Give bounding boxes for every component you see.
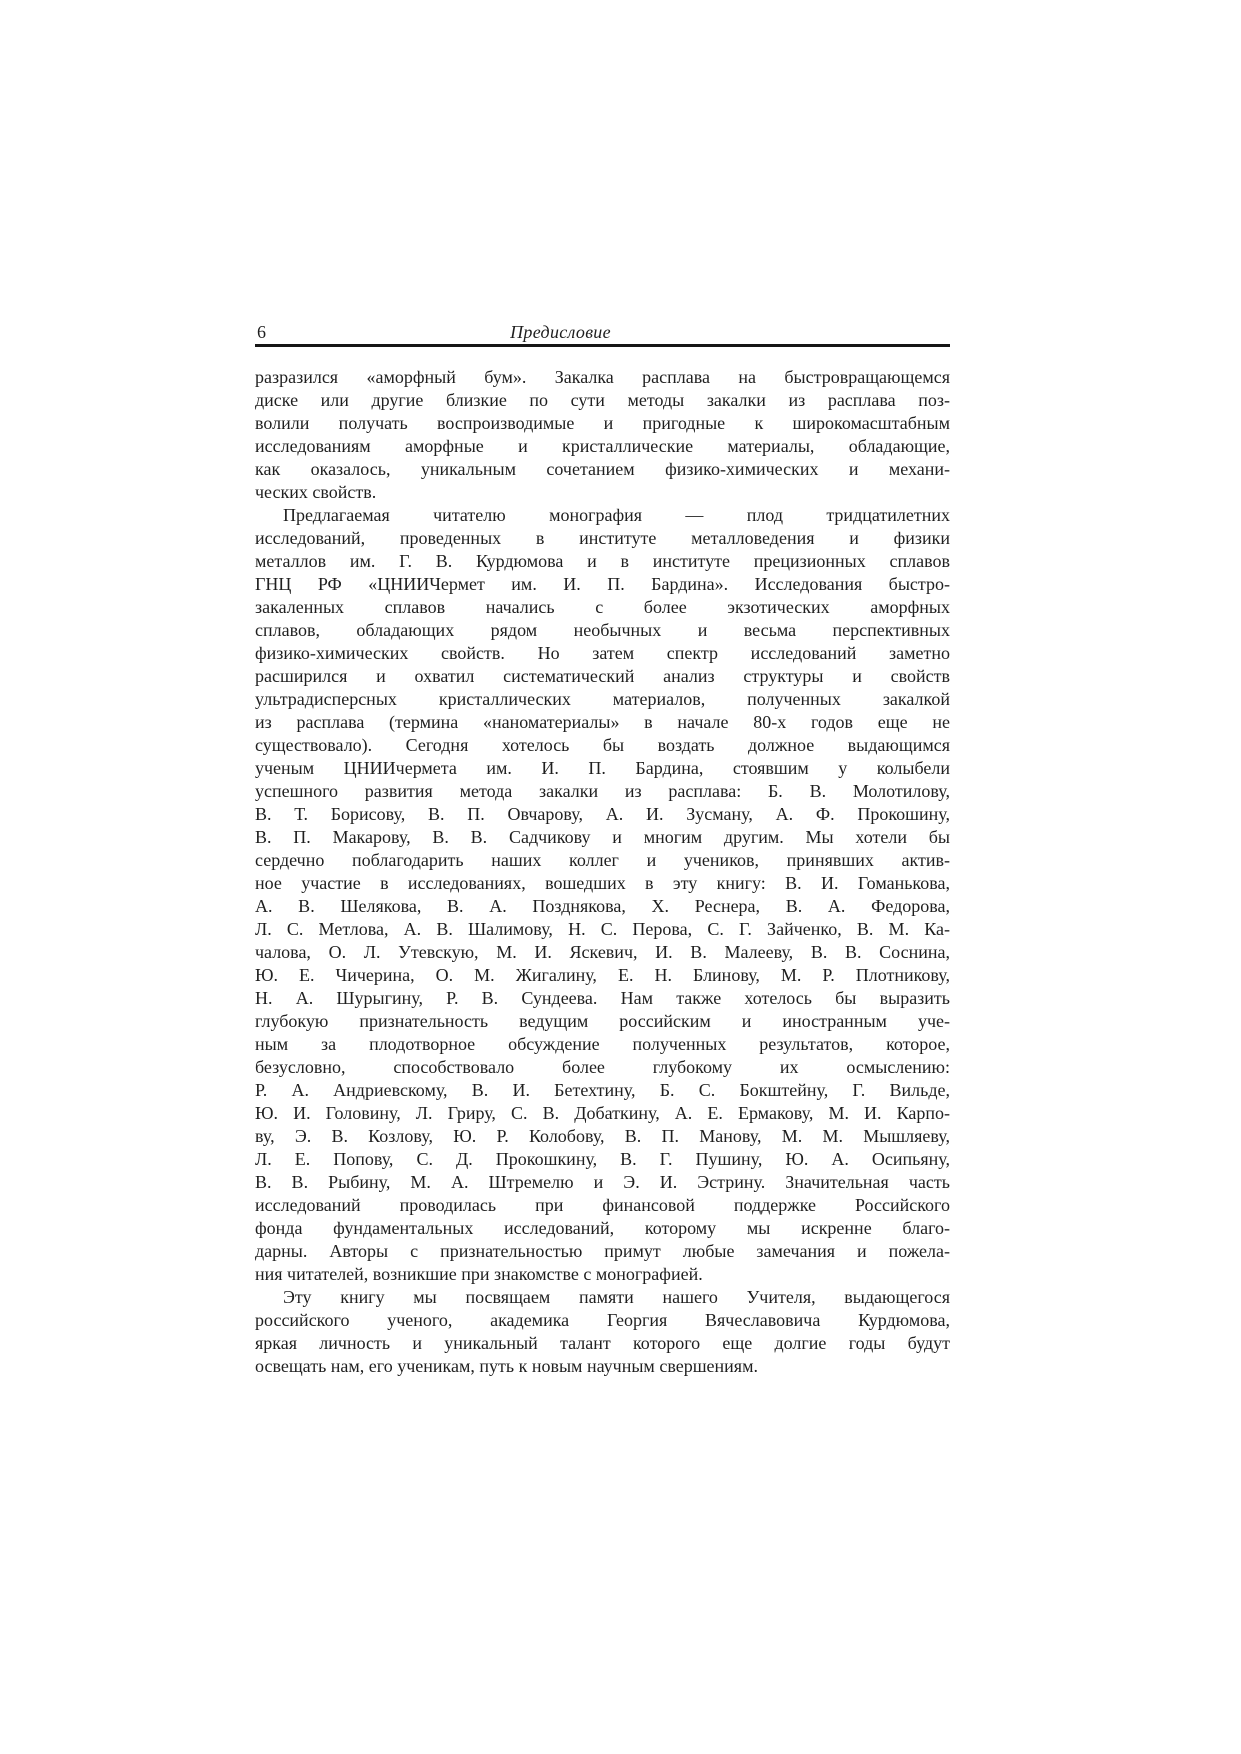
text-line: исследований проводилась при финансовой поддержке Российского: [255, 1195, 950, 1215]
text-line: расширился и охватил систематический анализ структуры и свойств: [255, 666, 950, 686]
text-line: дарны. Авторы с признательностью примут любые замечания и пожела-: [255, 1241, 950, 1261]
header-rule: [255, 344, 950, 347]
text-line: ультрадисперсных кристаллических материалов, полученных закалкой: [255, 689, 950, 709]
text-line: ГНЦ РФ «ЦНИИЧермет им. И. П. Бардина». Исследования быстро-: [255, 574, 950, 594]
text-line: ния читателей, возникшие при знакомстве с монографией.: [255, 1264, 703, 1284]
text-line: Л. Е. Попову, С. Д. Прокошкину, В. Г. Пушину, Ю. А. Осипьяну,: [255, 1149, 950, 1169]
text-line: В. П. Макарову, В. В. Садчикову и многим другим. Мы хотели бы: [255, 827, 950, 847]
text-line: металлов им. Г. В. Курдюмова и в институте прецизионных сплавов: [255, 551, 950, 571]
text-line: В. Т. Борисову, В. П. Овчарову, А. И. Зусману, А. Ф. Прокошину,: [255, 804, 950, 824]
text-line: Ю. И. Головину, Л. Гриру, С. В. Добаткину, А. Е. Ермакову, М. И. Карпо-: [255, 1103, 950, 1123]
text-line: диске или другие близкие по сути методы закалки из расплава поз-: [255, 390, 950, 410]
text-line: Р. А. Андриевскому, В. И. Бетехтину, Б. С. Бокштейну, Г. Вильде,: [255, 1080, 950, 1100]
text-line: ным за плодотворное обсуждение полученных результатов, которое,: [255, 1034, 950, 1054]
text-line: закаленных сплавов начались с более экзотических аморфных: [255, 597, 950, 617]
text-line: чалова, О. Л. Утевскую, М. И. Яскевич, И. В. Малееву, В. В. Соснина,: [255, 942, 950, 962]
text-line: глубокую признательность ведущим российским и иностранным уче-: [255, 1011, 950, 1031]
page-number: 6: [257, 322, 266, 342]
text-line: В. В. Рыбину, М. А. Штремелю и Э. И. Эстрину. Значительная часть: [255, 1172, 950, 1192]
text-line: Эту книгу мы посвящаем памяти нашего Учителя, выдающегося: [283, 1287, 950, 1307]
text-line: А. В. Шелякова, В. А. Позднякова, Х. Реснера, В. А. Федорова,: [255, 896, 950, 916]
text-line: существовало). Сегодня хотелось бы воздать должное выдающимся: [255, 735, 950, 755]
text-block: [255, 366, 950, 1378]
paragraph: [255, 1286, 950, 1378]
text-line: освещать нам, его ученикам, путь к новым научным свершениям.: [255, 1356, 758, 1376]
text-line: разразился «аморфный бум». Закалка расплава на быстровращающемся: [255, 367, 950, 387]
text-line: Л. С. Метлова, А. В. Шалимову, Н. С. Перова, С. Г. Зайченко, В. М. Ка-: [255, 919, 950, 939]
text-line: исследований, проведенных в институте металловедения и физики: [255, 528, 950, 548]
running-header: Предисловие: [510, 322, 611, 342]
text-line: сплавов, обладающих рядом необычных и весьма перспективных: [255, 620, 950, 640]
text-line: ное участие в исследованиях, вошедших в эту книгу: В. И. Гоманькова,: [255, 873, 950, 893]
text-line: фонда фундаментальных исследований, которому мы искренне благо-: [255, 1218, 950, 1238]
text-line: успешного развития метода закалки из расплава: Б. В. Молотилову,: [255, 781, 950, 801]
paragraph: [255, 366, 950, 504]
text-line: волили получать воспроизводимые и пригодные к широкомасштабным: [255, 413, 950, 433]
text-line: Предлагаемая читателю монография — плод тридцатилетних: [283, 505, 950, 525]
text-line: ческих свойств.: [255, 482, 377, 502]
text-line: Н. А. Шурыгину, Р. В. Сундеева. Нам также хотелось бы выразить: [255, 988, 950, 1008]
text-line: исследованиям аморфные и кристаллические материалы, обладающие,: [255, 436, 950, 456]
text-line: ученым ЦНИИчермета им. И. П. Бардина, стоявшим у колыбели: [255, 758, 950, 778]
text-line: сердечно поблагодарить наших коллег и учеников, принявших актив-: [255, 850, 950, 870]
text-line: из расплава (термина «наноматериалы» в начале 80-х годов еще не: [255, 712, 950, 732]
text-line: безусловно, способствовало более глубокому их осмыслению:: [255, 1057, 950, 1077]
text-line: Ю. Е. Чичерина, О. М. Жигалину, Е. Н. Блинову, М. Р. Плотникову,: [255, 965, 950, 985]
text-line: физико-химических свойств. Но затем спектр исследований заметно: [255, 643, 950, 663]
text-line: российского ученого, академика Георгия Вячеславовича Курдюмова,: [255, 1310, 950, 1330]
text-line: яркая личность и уникальный талант которого еще долгие годы будут: [255, 1333, 950, 1353]
paragraph: [255, 504, 950, 1286]
page-header: [255, 322, 950, 344]
text-line: ву, Э. В. Козлову, Ю. Р. Колобову, В. П. Манову, М. М. Мышляеву,: [255, 1126, 950, 1146]
text-line: как оказалось, уникальным сочетанием физико-химических и механи-: [255, 459, 950, 479]
